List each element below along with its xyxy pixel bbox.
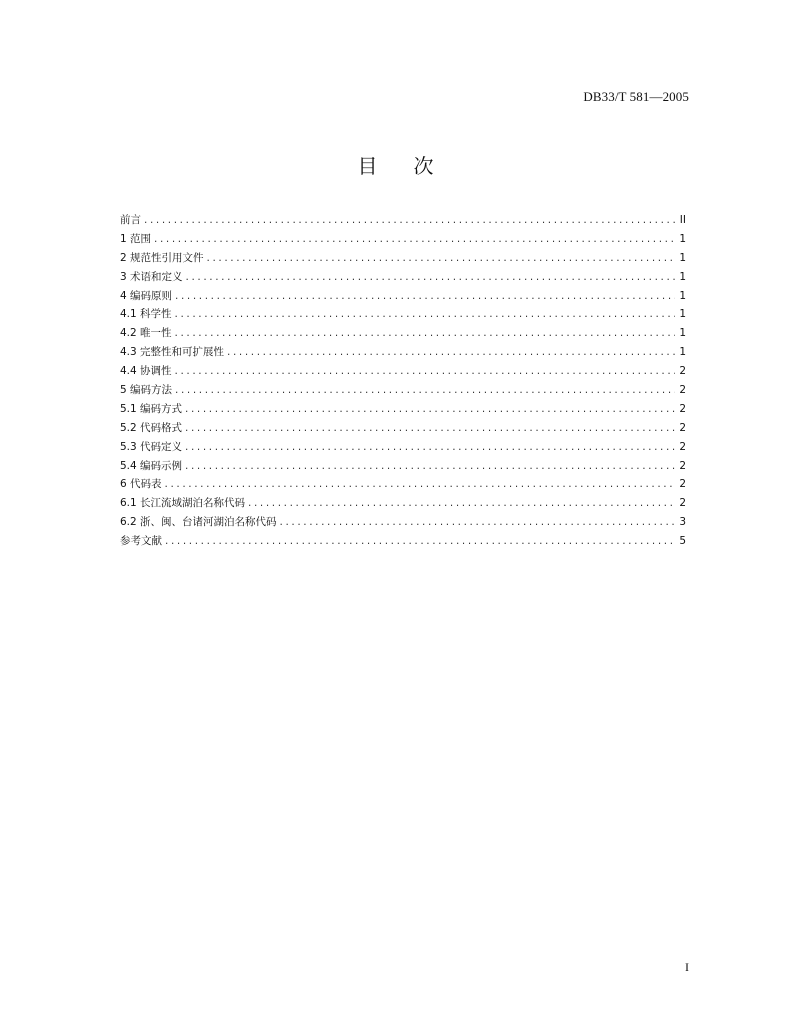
toc-leader-dots [165, 475, 675, 494]
toc-entry[interactable] [120, 268, 686, 287]
toc-entry-label: 5.4 编码示例 [120, 459, 183, 472]
toc-leader-dots [175, 287, 675, 306]
toc-entry-page: 1 [679, 289, 686, 302]
toc-entry-label: 前言 [120, 214, 141, 226]
toc-leader-dots [185, 438, 675, 457]
toc-entry[interactable] [120, 211, 686, 230]
toc-leader-dots [175, 324, 675, 343]
toc-entry[interactable] [120, 532, 686, 551]
toc-leader-dots [280, 513, 675, 532]
toc-entry-page: 2 [679, 402, 686, 415]
toc-leader-dots [175, 381, 675, 400]
toc-entry-page: 1 [679, 308, 686, 321]
document-code: DB33/T 581—2005 [583, 89, 689, 104]
toc-entry-label: 5.2 代码格式 [120, 421, 183, 434]
toc-entry-page: 2 [679, 478, 686, 491]
toc-entry-label: 5.1 编码方式 [120, 402, 183, 415]
toc-leader-dots [248, 494, 675, 513]
toc-leader-dots [207, 249, 675, 268]
toc-entry[interactable] [120, 230, 686, 249]
toc-entry-page: 1 [679, 327, 686, 340]
toc-entry-page: 2 [679, 384, 686, 397]
page-title [0, 150, 791, 179]
table-of-contents [120, 211, 686, 551]
toc-entry-page: 1 [679, 232, 686, 245]
toc-leader-dots [185, 400, 675, 419]
toc-entry-page: 1 [679, 251, 686, 264]
toc-entry-label: 4.3 完整性和可扩展性 [120, 346, 225, 359]
toc-leader-dots [227, 343, 675, 362]
toc-entry[interactable] [120, 419, 686, 438]
toc-leader-dots [165, 532, 675, 551]
toc-entry-page: 2 [679, 421, 686, 434]
toc-entry-label: 4.4 协调性 [120, 365, 172, 378]
toc-leader-dots [144, 211, 675, 230]
toc-entry-label: 6.1 长江流域湖泊名称代码 [120, 497, 246, 510]
toc-entry[interactable] [120, 305, 686, 324]
toc-entry-page: II [679, 214, 686, 226]
title-char-1: 目 [357, 154, 378, 178]
toc-entry-label: 1 范围 [120, 232, 152, 245]
toc-entry-label: 4.2 唯一性 [120, 327, 172, 340]
toc-entry[interactable] [120, 475, 686, 494]
toc-entry[interactable] [120, 362, 686, 381]
toc-entry-label: 6 代码表 [120, 478, 162, 491]
toc-entry[interactable] [120, 494, 686, 513]
toc-leader-dots [175, 305, 675, 324]
toc-entry-page: 1 [679, 270, 686, 283]
toc-entry[interactable] [120, 381, 686, 400]
title-char-2: 次 [413, 154, 434, 178]
toc-entry[interactable] [120, 400, 686, 419]
toc-entry-page: 2 [679, 459, 686, 472]
toc-entry-page: 2 [679, 440, 686, 453]
toc-entry[interactable] [120, 343, 686, 362]
toc-entry[interactable] [120, 324, 686, 343]
toc-entry[interactable] [120, 287, 686, 306]
toc-entry-label: 6.2 浙、闽、台诸河湖泊名称代码 [120, 516, 277, 529]
toc-entry-label: 5.3 代码定义 [120, 440, 183, 453]
toc-entry-label: 4 编码原则 [120, 289, 173, 302]
toc-entry-label: 4.1 科学性 [120, 308, 172, 321]
toc-entry-page: 3 [679, 516, 686, 529]
toc-leader-dots [185, 419, 675, 438]
toc-leader-dots [185, 457, 675, 476]
toc-entry-page: 2 [679, 497, 686, 510]
toc-leader-dots [186, 268, 675, 287]
toc-entry[interactable] [120, 438, 686, 457]
toc-entry-page: 1 [679, 346, 686, 359]
toc-entry-label: 参考文献 [120, 535, 162, 548]
toc-entry-label: 2 规范性引用文件 [120, 251, 204, 264]
page-number: I [685, 960, 689, 974]
toc-entry-label: 5 编码方法 [120, 384, 173, 397]
toc-leader-dots [175, 362, 675, 381]
toc-entry-page: 2 [679, 365, 686, 378]
toc-entry-page: 5 [679, 535, 686, 548]
toc-leader-dots [154, 230, 675, 249]
toc-entry[interactable] [120, 457, 686, 476]
toc-entry-label: 3 术语和定义 [120, 270, 183, 283]
toc-entry[interactable] [120, 513, 686, 532]
toc-entry[interactable] [120, 249, 686, 268]
